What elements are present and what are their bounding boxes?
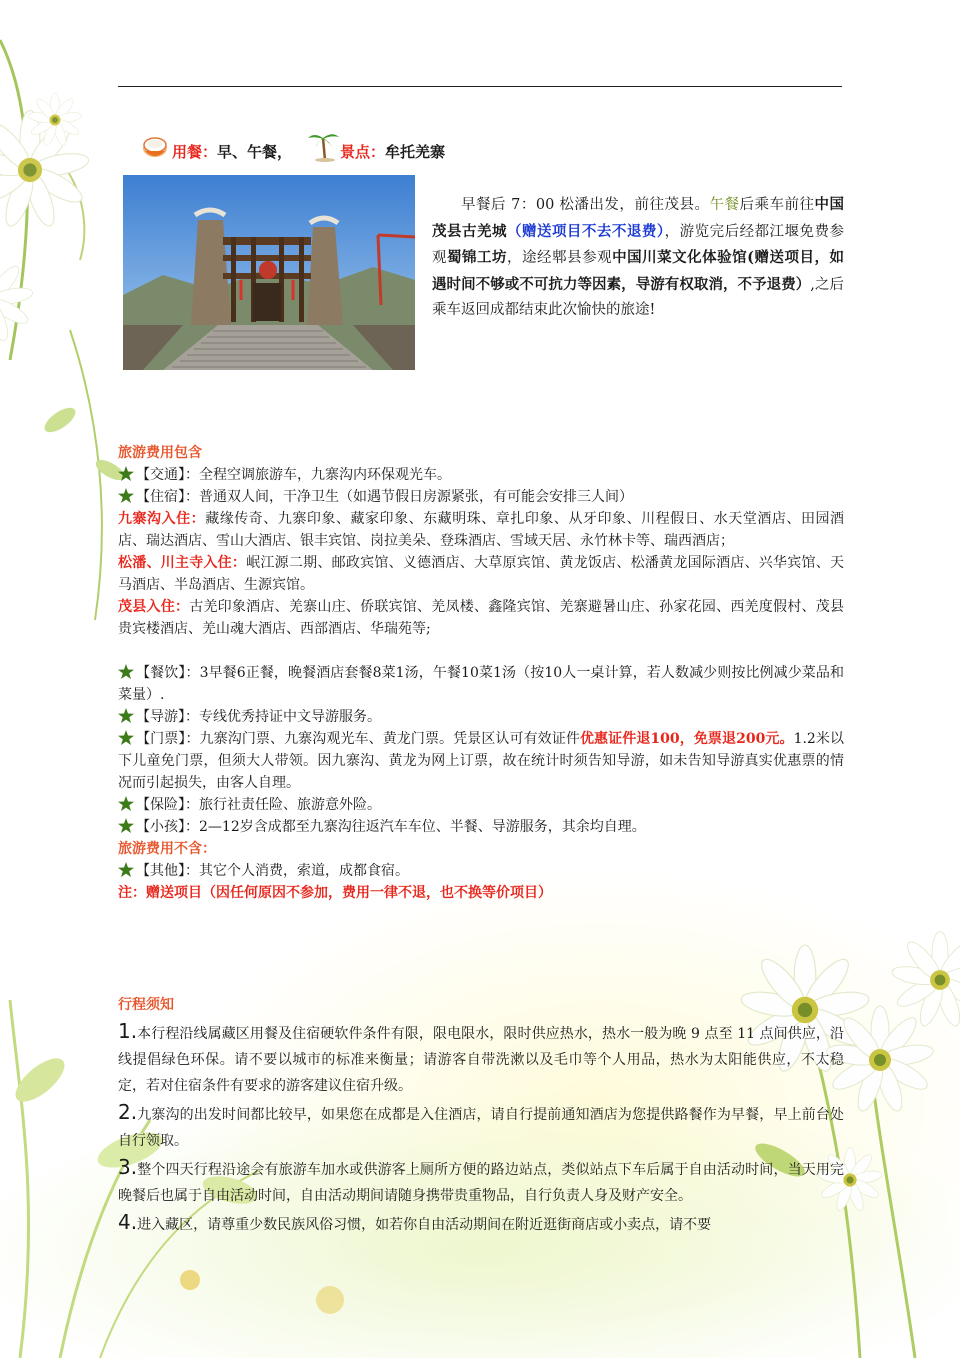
maoxian-hotel-label: 茂县入住： <box>118 599 190 615</box>
other-label: 【其他】： <box>136 863 199 879</box>
insurance-text: 旅行社责任险、旅游意外险。 <box>199 797 381 813</box>
songpan-hotel-list: 岷江源二期、邮政宾馆、义德酒店、大草原宾馆、黄龙饭店、松潘黄龙国际酒店、兴华宾馆、天马酒店、半岛酒店、生源宾馆。 <box>118 555 845 593</box>
sight-value: 牟托羌寨 <box>385 143 446 161</box>
ticket-text: 九寨沟门票、九寨沟观光车、黄龙门票。凭景区认可有效证件 <box>199 731 580 747</box>
traffic-label: 【交通】： <box>136 467 199 483</box>
rice-bowl-icon <box>140 132 170 162</box>
itinerary-text: 早餐后 7：00 松潘出发，前往茂县。 <box>461 197 710 213</box>
day-summary-line <box>140 128 445 162</box>
insurance-label: 【保险】： <box>136 797 199 813</box>
guide-text: 专线优秀持证中文导游服务。 <box>199 709 381 725</box>
ticket-text-cont: 1.2米以下儿童免门票，但须大人带领。因九寨沟、黄龙为网上订票，故在统计时须告知导游，如未告知导游真实优惠票的情况而引起损失，由客人自理。 <box>118 731 845 791</box>
shujin-workshop: 蜀锦工坊 <box>447 249 508 266</box>
jiuzhaigou-hotel-list: 藏缘传奇、九寨印象、藏家印象、东藏明珠、章扎印象、从牙印象、川程假日、水天堂酒店、田园酒店、瑞达酒店、雪山大酒店、银丰宾馆、岗拉美朵、登珠酒店、雪域天居、永竹林卡等、瑞西酒店； <box>118 511 845 549</box>
meal-text: 3早餐6正餐，晚餐酒店套餐8菜1汤，午餐10菜1汤（按10人一桌计算，若人数减少则按比例减少菜品和菜量）. <box>118 665 844 703</box>
header-rule <box>118 86 842 87</box>
child-label: 【小孩】： <box>136 819 199 835</box>
child-text: 2—12岁含成都至九寨沟往返汽车车位、半餐、导游服务，其余均自理。 <box>199 819 646 835</box>
note-item: 3.整个四天行程沿途会有旅游车加水或供游客上厕所方便的路边站点，类似站点下车后属于自由活动时间，当天用完晚餐后也属于自由活动时间，自由活动期间请随身携带贵重物品，自行负责人身及财产安全。 <box>118 1155 844 1204</box>
gift-note: （赠送项目不去不退费） <box>506 222 665 240</box>
songpan-hotel-label: 松潘、川主寺入住： <box>118 555 247 571</box>
star-icon <box>118 488 134 503</box>
maoxian-hotel-list: 古羌印象酒店、羌寨山庄、侨联宾馆、羌凤楼、鑫隆宾馆、羌寨避暑山庄、孙家花园、西羌度假村、茂县贵宾楼酒店、羌山魂大酒店、西部酒店、华瑞苑等; <box>118 599 845 637</box>
hotel-text: 普通双人间，干净卫生（如遇节假日房源紧张，有可能会安排三人间） <box>199 489 633 505</box>
traffic-text: 全程空调旅游车，九寨沟内环保观光车。 <box>199 467 451 483</box>
ticket-refund-note: 优惠证件退100，免票退200元。 <box>579 731 794 747</box>
itinerary-text: ,之后乘车返回成都结束此次愉快的旅途! <box>432 276 845 318</box>
fees-excluded-title: 旅游费用不含： <box>118 841 216 857</box>
star-icon <box>118 664 134 679</box>
maoxian-qiang-city: 中国茂县古羌城 <box>432 196 845 240</box>
itinerary-text: ，途经郫县参观 <box>507 250 613 266</box>
guide-label: 【导游】： <box>136 709 199 725</box>
fees-included-title: 旅游费用包含 <box>118 445 202 461</box>
star-icon <box>118 796 134 811</box>
ticket-label: 【门票】： <box>136 731 200 747</box>
star-icon <box>118 466 134 481</box>
qiang-city-gate-photo <box>123 175 415 370</box>
note-item: 4.进入藏区，请尊重少数民族风俗习惯，如若你自由活动期间在附近逛街商店或小卖点，请不要 <box>118 1210 712 1234</box>
sichuan-cuisine-museum: 中国川菜文化体验馆(赠送项目，如遇时间不够或不可抗力等因素，导游有权取消，不予退费） <box>432 249 845 293</box>
note-item: 1.本行程沿线属藏区用餐及住宿硬软件条件有限，限电限水，限时供应热水，热水一般为晚 9 点至 11 点间供应，沿线提倡绿色环保。请不要以城市的标准来衡量；请游客自带洗漱以及毛巾等个人用品，热水为太阳能供应，不太稳定，若对住宿条件有要求的游客建议住宿升级。 <box>118 1019 844 1094</box>
star-icon <box>118 730 134 745</box>
meal-label: 用餐： <box>172 143 218 161</box>
travel-notes-title: 行程须知 <box>118 997 174 1013</box>
hotel-label: 【住宿】： <box>136 489 199 505</box>
palm-tree-icon <box>306 130 340 162</box>
note-item: 2.九寨沟的出发时间都比较早，如果您在成都是入住酒店，请自行提前通知酒店为您提供路餐作为早餐，早上前台处自行领取。 <box>118 1100 844 1149</box>
itinerary-text: ，游览完后经都江堰免费参观 <box>432 223 845 266</box>
other-text: 其它个人消费，索道，成都食宿。 <box>199 863 409 879</box>
star-icon <box>118 708 134 723</box>
star-icon <box>118 818 134 833</box>
travel-notes-section <box>118 992 844 1238</box>
gift-items-note: 注：赠送项目（因任何原因不参加，费用一律不退，也不换等价项目） <box>118 885 552 901</box>
lunch-text: 午餐 <box>709 197 740 213</box>
jiuzhaigou-hotel-label: 九寨沟入住： <box>118 511 206 527</box>
sight-label: 景点： <box>340 143 386 161</box>
itinerary-text: 后乘车前往 <box>739 197 815 213</box>
itinerary-paragraph <box>432 192 844 324</box>
star-icon <box>118 862 134 877</box>
meal-label: 【餐饮】： <box>136 665 200 681</box>
meal-value: 早、午餐， <box>217 143 293 161</box>
fees-included-section <box>118 442 844 904</box>
